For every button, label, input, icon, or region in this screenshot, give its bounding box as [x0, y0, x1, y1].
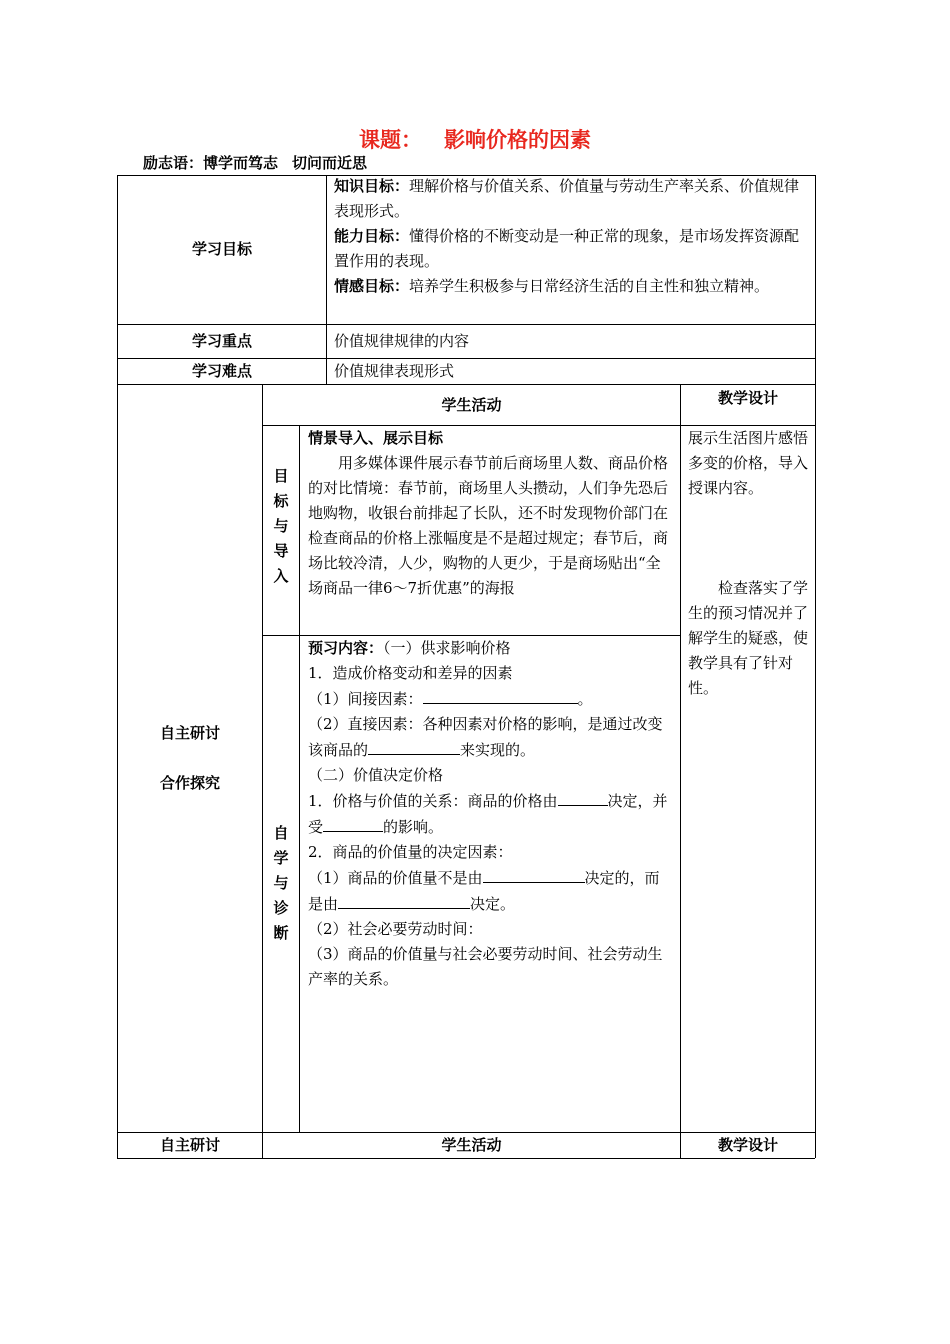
preview-line: （1）间接因素： 。 — [308, 686, 672, 712]
page-title: 课题： 影响价格的因素 — [359, 128, 591, 152]
preview-line: （二）价值决定价格 — [308, 766, 444, 784]
difficulty-text: 价值规律表现形式 — [334, 362, 455, 380]
footer-self-study: 自主研讨 — [159, 1136, 220, 1154]
intro-content — [308, 426, 672, 601]
focus-label: 学习重点 — [191, 332, 252, 350]
fill-blank[interactable] — [323, 814, 383, 832]
goal-emotion: 情感目标：培养学生积极参与日常经济生活的自主性和独立精神。 — [334, 277, 770, 295]
goals-content — [334, 174, 806, 299]
preview-line: 2．商品的价值量的决定因素： — [308, 843, 513, 861]
preview-line: （3）商品的价值量与社会必要劳动时间、社会劳动生产率的关系。 — [308, 945, 663, 988]
header-teaching-design: 教学设计 — [717, 389, 778, 407]
table-border-right — [815, 175, 816, 1158]
intro-heading: 情景导入、展示目标 — [308, 429, 444, 447]
fill-blank[interactable] — [558, 788, 608, 806]
footer-student-activity: 学生活动 — [441, 1136, 502, 1154]
goal-ability: 能力目标：懂得价格的不断变动是一种正常的现象，是市场发挥资源配置作用的表现。 — [334, 227, 800, 270]
fill-blank[interactable] — [368, 737, 460, 755]
row-divider — [117, 324, 815, 325]
fill-blank[interactable] — [338, 891, 470, 909]
difficulty-label: 学习难点 — [191, 362, 252, 380]
table-border-bottom — [117, 1158, 815, 1159]
vertical-label-intro: 目 标 与 导 入 — [273, 467, 289, 585]
preview-design: 检查落实了学生的预习情况并了解学生的疑惑，使教学具有了针对性。 — [688, 579, 809, 697]
table-border-left — [117, 175, 118, 1158]
motto: 励志语：博学而笃志 切问而近思 — [143, 154, 368, 172]
row-divider — [117, 384, 815, 385]
focus-text: 价值规律规律的内容 — [334, 332, 470, 350]
col-divider — [680, 384, 681, 1158]
preview-line: 1．价格与价值的关系：商品的价格由 决定，并受 的影响。 — [308, 788, 672, 840]
preview-line: （2）直接因素：各种因素对价格的影响，是通过改变该商品的 来实现的。 — [308, 715, 663, 759]
preview-heading: 预习内容：（一）供求影响价格 — [308, 639, 511, 657]
header-student-activity: 学生活动 — [441, 396, 502, 414]
preview-line: （1）商品的价值量不是由 决定的，而是由 决定。 — [308, 865, 672, 917]
vertical-label-self-diagnosis: 自 学 与 诊 断 — [273, 824, 289, 942]
fill-blank[interactable] — [483, 865, 585, 883]
preview-content — [308, 636, 672, 992]
preview-line: 1．造成价格变动和差异的因素 — [308, 664, 513, 682]
footer-teaching-design: 教学设计 — [717, 1136, 778, 1154]
intro-design: 展示生活图片感悟多变的价格，导入授课内容。 — [688, 429, 809, 497]
preview-line: （2）社会必要劳动时间： — [308, 920, 483, 938]
section-label-cooperation: 合作探究 — [159, 774, 220, 792]
col-divider — [326, 175, 327, 384]
goal-knowledge: 知识目标：理解价格与价值关系、价值量与劳动生产率关系、价值规律表现形式。 — [334, 177, 800, 220]
fill-blank[interactable] — [423, 686, 578, 704]
section-label-self-study: 自主研讨 — [159, 724, 220, 742]
intro-paragraph: 用多媒体课件展示春节前后商场里人数、商品价格的对比情境：春节前，商场里人头攒动，人们争先恐后地购物，收银台前排起了长队，还不时发现物价部门在检查商品的价格上涨幅度是不是超过规定；春节后，商场比较冷清，人少，购物的人更少，于是商场贴出“全场商品一律6～7折优惠”的海报 — [308, 454, 669, 597]
goals-label: 学习目标 — [191, 240, 252, 258]
